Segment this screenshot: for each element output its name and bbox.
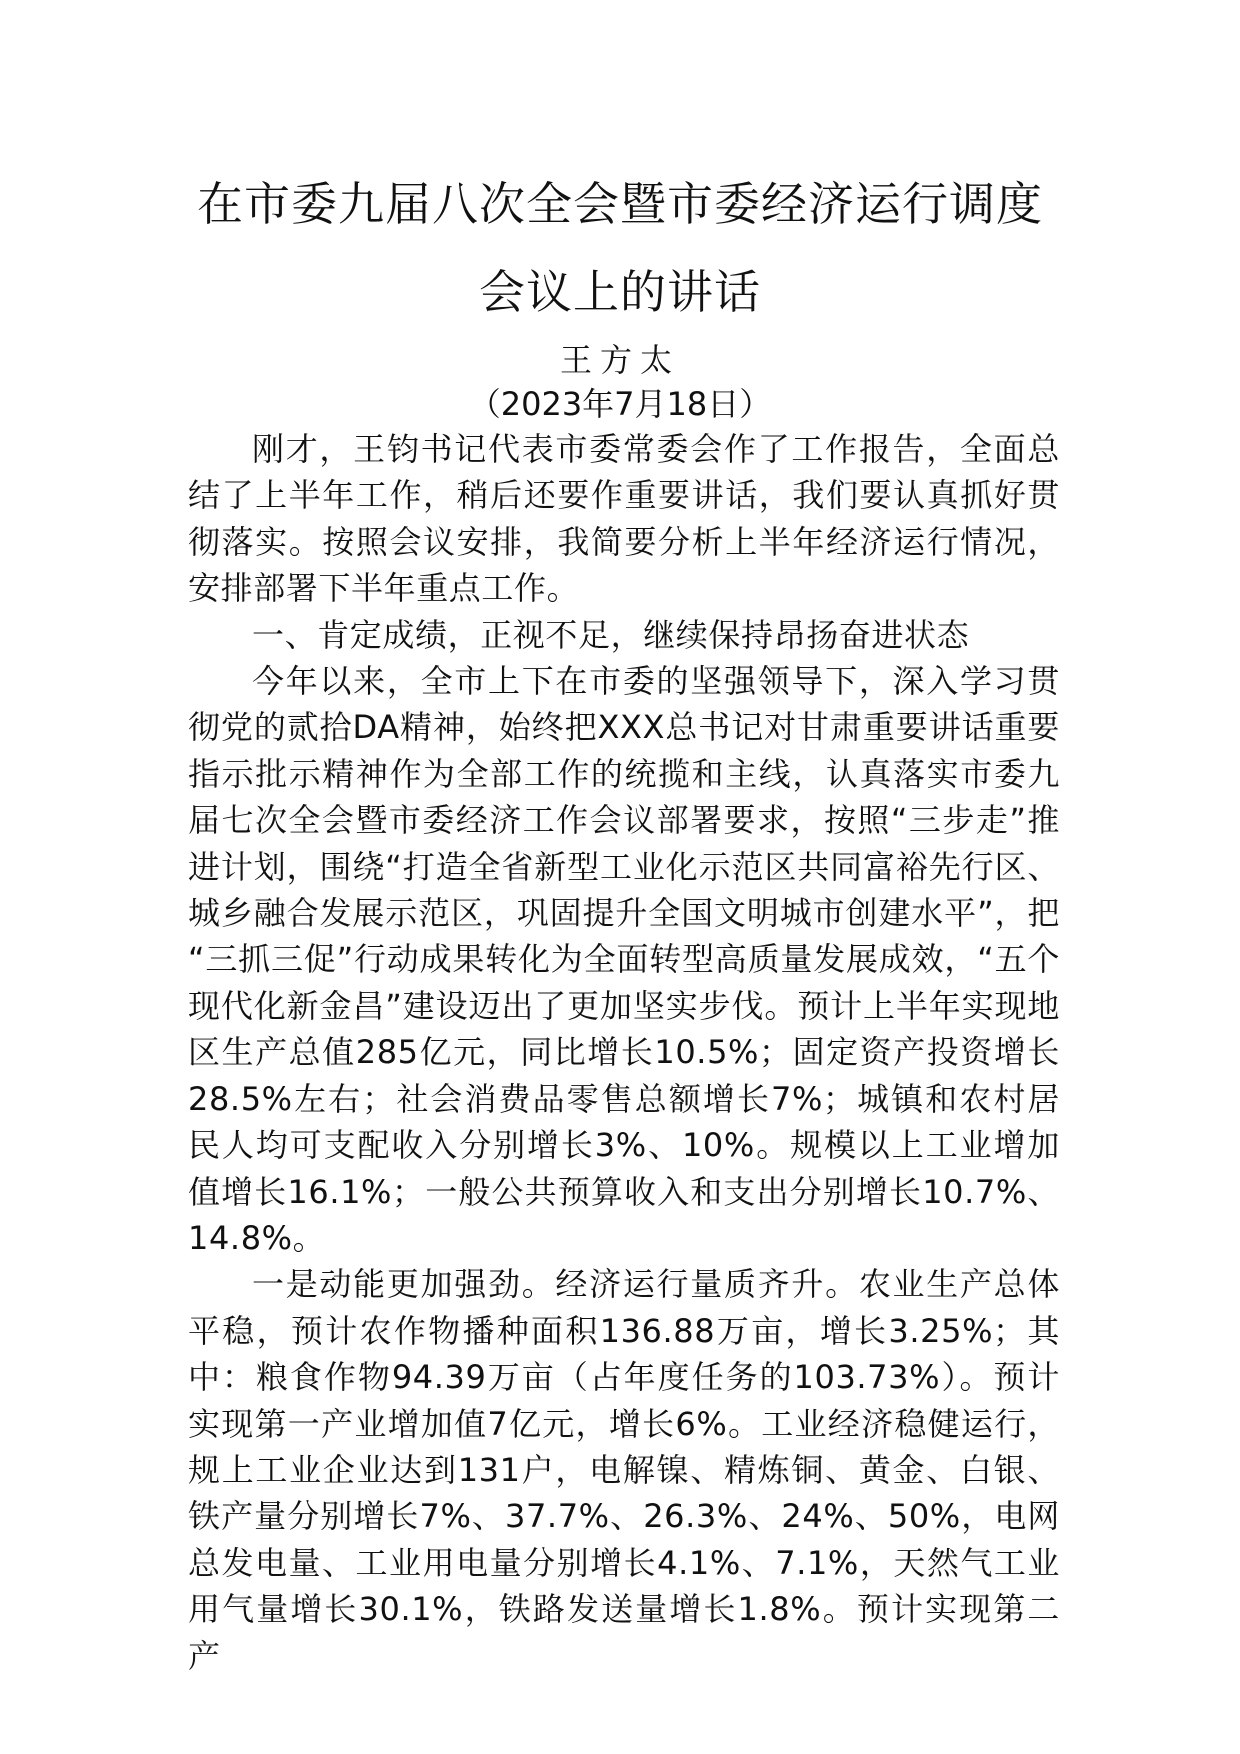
paragraph-momentum: 一是动能更加强劲。经济运行量质齐升。农业生产总体平稳，预计农作物播种面积136.88万亩，增长3.25%；其中：粮食作物94.39万亩（占年度任务的103.73%）。预计实现第一产业增加值7亿元，增长6%。工业经济稳健运行，规上工业企业达到131户，电解镍、精炼铜、黄金、白银、铁产量分别增长7%、37.7%、26.3%、24%、50%，电网总发电量、工业用电量分别增长4.1%、7.1%，天然气工业用气量增长30.1%，铁路发送量增长1.8%。预计实现第二产 bbox=[188, 1265, 1060, 1675]
paragraph-intro: 刚才，王钧书记代表市委常委会作了工作报告，全面总结了上半年工作，稍后还要作重要讲话，我们要认真抓好贯彻落实。按照会议安排，我简要分析上半年经济运行情况，安排部署下半年重点工作。 bbox=[188, 430, 1060, 608]
section-heading-1: 一、肯定成绩，正视不足，继续保持昂扬奋进状态 bbox=[252, 615, 970, 654]
document-title-line-1: 在市委九届八次全会暨市委经济运行调度 bbox=[197, 177, 1043, 231]
paragraph-achievements: 今年以来，全市上下在市委的坚强领导下，深入学习贯彻党的贰拾DA精神，始终把XXX总书记对甘肃重要讲话重要指示批示精神作为全部工作的统揽和主线，认真落实市委九届七次全会暨市委经济工作会议部署要求，按照“三步走”推进计划，围绕“打造全省新型工业化示范区共同富裕先行区、城乡融合发展示范区，巩固提升全国文明城市创建水平”，把“三抓三促”行动成果转化为全面转型高质量发展成效，“五个现代化新金昌”建设迈出了更加坚实步伐。预计上半年实现地区生产总值285亿元，同比增长10.5%；固定资产投资增长28.5%左右；社会消费品零售总额增长7%；城镇和农村居民人均可支配收入分别增长3%、10%。规模以上工业增加值增长16.1%；一般公共预算收入和支出分别增长10.7%、14.8%。 bbox=[188, 662, 1060, 1257]
document-date: （2023年7月18日） bbox=[468, 385, 772, 423]
document-title-line-2: 会议上的讲话 bbox=[479, 265, 761, 319]
document-body bbox=[188, 426, 1060, 1679]
document-author: 王方太 bbox=[559, 341, 680, 379]
